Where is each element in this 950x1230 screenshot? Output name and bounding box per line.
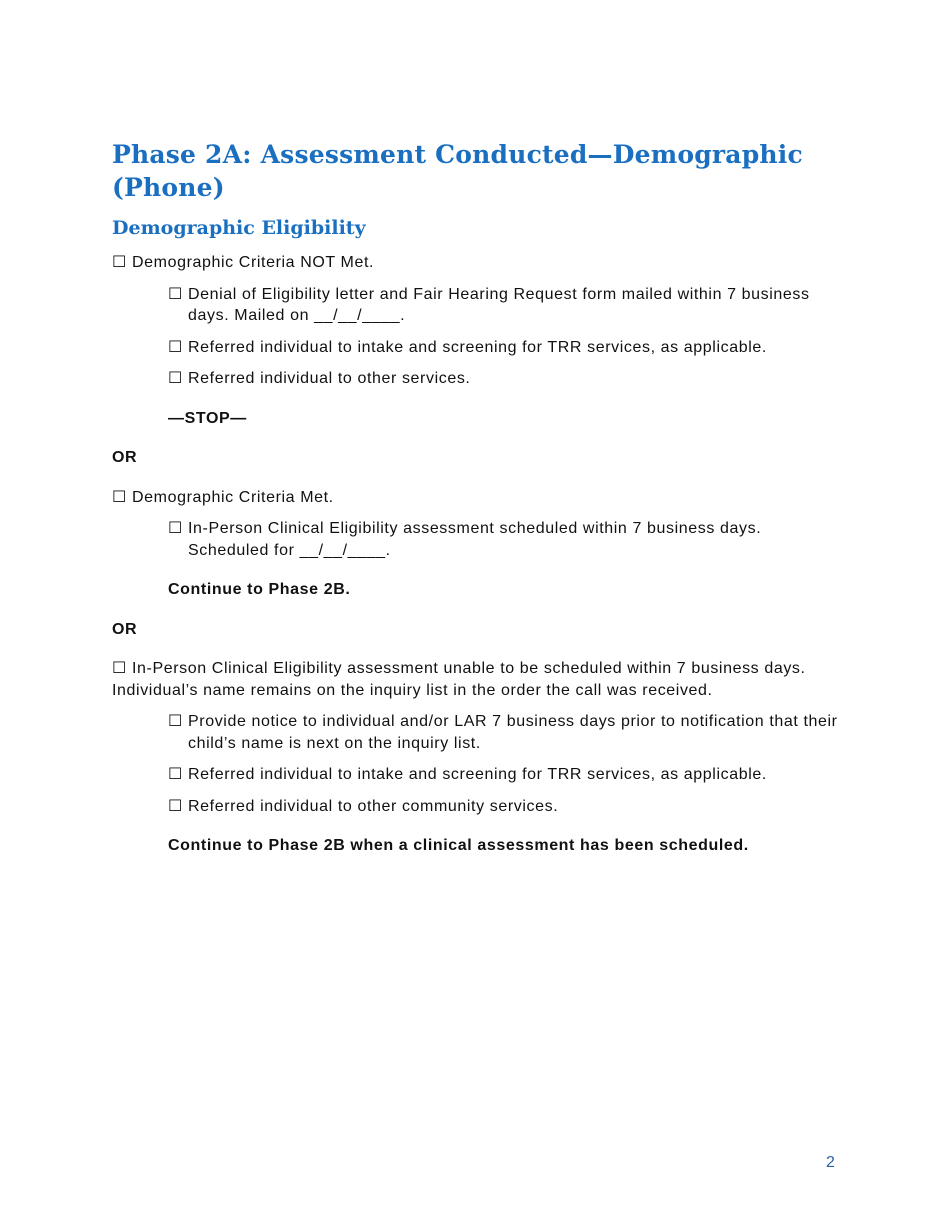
checkbox-icon[interactable]: ☐ (168, 285, 183, 303)
checklist-subitem-referred-community[interactable] (168, 796, 842, 818)
checklist-item-label: Referred individual to intake and screening for TRR services, as applicable. (188, 766, 767, 783)
page-number: 2 (826, 1154, 835, 1171)
page-title-line-1: Phase 2A: Assessment Conducted—Demographic (112, 140, 803, 169)
document-page (112, 138, 842, 857)
checklist-item-label: In-Person Clinical Eligibility assessment unable to be scheduled within 7 business days. Individual’s name remains on the inquiry list in the order the call was received. (112, 660, 806, 699)
checklist-item-label: Referred individual to other community services. (188, 797, 559, 815)
page-title (112, 138, 842, 204)
checklist-item-label: Denial of Eligibility letter and Fair Hearing Request form mailed within 7 business days. Mailed on __/__/____. (188, 285, 810, 324)
continue-instruction: Continue to Phase 2B. (168, 581, 351, 598)
checklist-subitem-referred-other[interactable] (168, 368, 842, 390)
checklist-subitem-referred-trr[interactable] (168, 337, 842, 359)
checklist-item-criteria-met[interactable] (112, 487, 842, 509)
checkbox-icon[interactable]: ☐ (112, 488, 127, 506)
checkbox-icon[interactable]: ☐ (112, 660, 127, 677)
checklist-item-label: Referred individual to other services. (188, 370, 471, 387)
checklist-item-label: Demographic Criteria NOT Met. (132, 254, 375, 271)
checklist-item-label: Referred individual to intake and screening for TRR services, as applicable. (188, 338, 767, 356)
or-separator: OR (112, 449, 138, 466)
checklist-item-unable-to-schedule[interactable] (112, 658, 842, 701)
checkbox-icon[interactable]: ☐ (168, 797, 183, 815)
checkbox-icon[interactable]: ☐ (168, 766, 183, 783)
checkbox-icon[interactable]: ☐ (168, 338, 183, 356)
page-title-line-2: (Phone) (112, 173, 225, 202)
checklist-subitem-provide-notice[interactable] (168, 711, 842, 754)
checklist-item-criteria-not-met[interactable] (112, 252, 842, 274)
checklist-subitem-denial-letter[interactable] (168, 284, 842, 327)
checkbox-icon[interactable]: ☐ (168, 520, 183, 537)
or-separator: OR (112, 620, 138, 638)
checklist-item-label: In-Person Clinical Eligibility assessment scheduled within 7 business days. Scheduled for __/__/____. (188, 520, 762, 559)
continue-instruction: Continue to Phase 2B when a clinical assessment has been scheduled. (168, 837, 749, 854)
checkbox-icon[interactable]: ☐ (168, 713, 183, 730)
checklist-item-label: Provide notice to individual and/or LAR 7 business days prior to notification that their child’s name is next on the inquiry list. (188, 713, 838, 752)
checkbox-icon[interactable]: ☐ (112, 254, 127, 271)
section-heading: Demographic Eligibility (112, 217, 366, 239)
checklist-item-label: Demographic Criteria Met. (132, 488, 334, 506)
stop-instruction: —STOP— (168, 409, 247, 427)
checkbox-icon[interactable]: ☐ (168, 370, 183, 387)
checklist-subitem-assessment-scheduled[interactable] (168, 518, 842, 561)
checklist-subitem-referred-trr[interactable] (168, 764, 842, 786)
